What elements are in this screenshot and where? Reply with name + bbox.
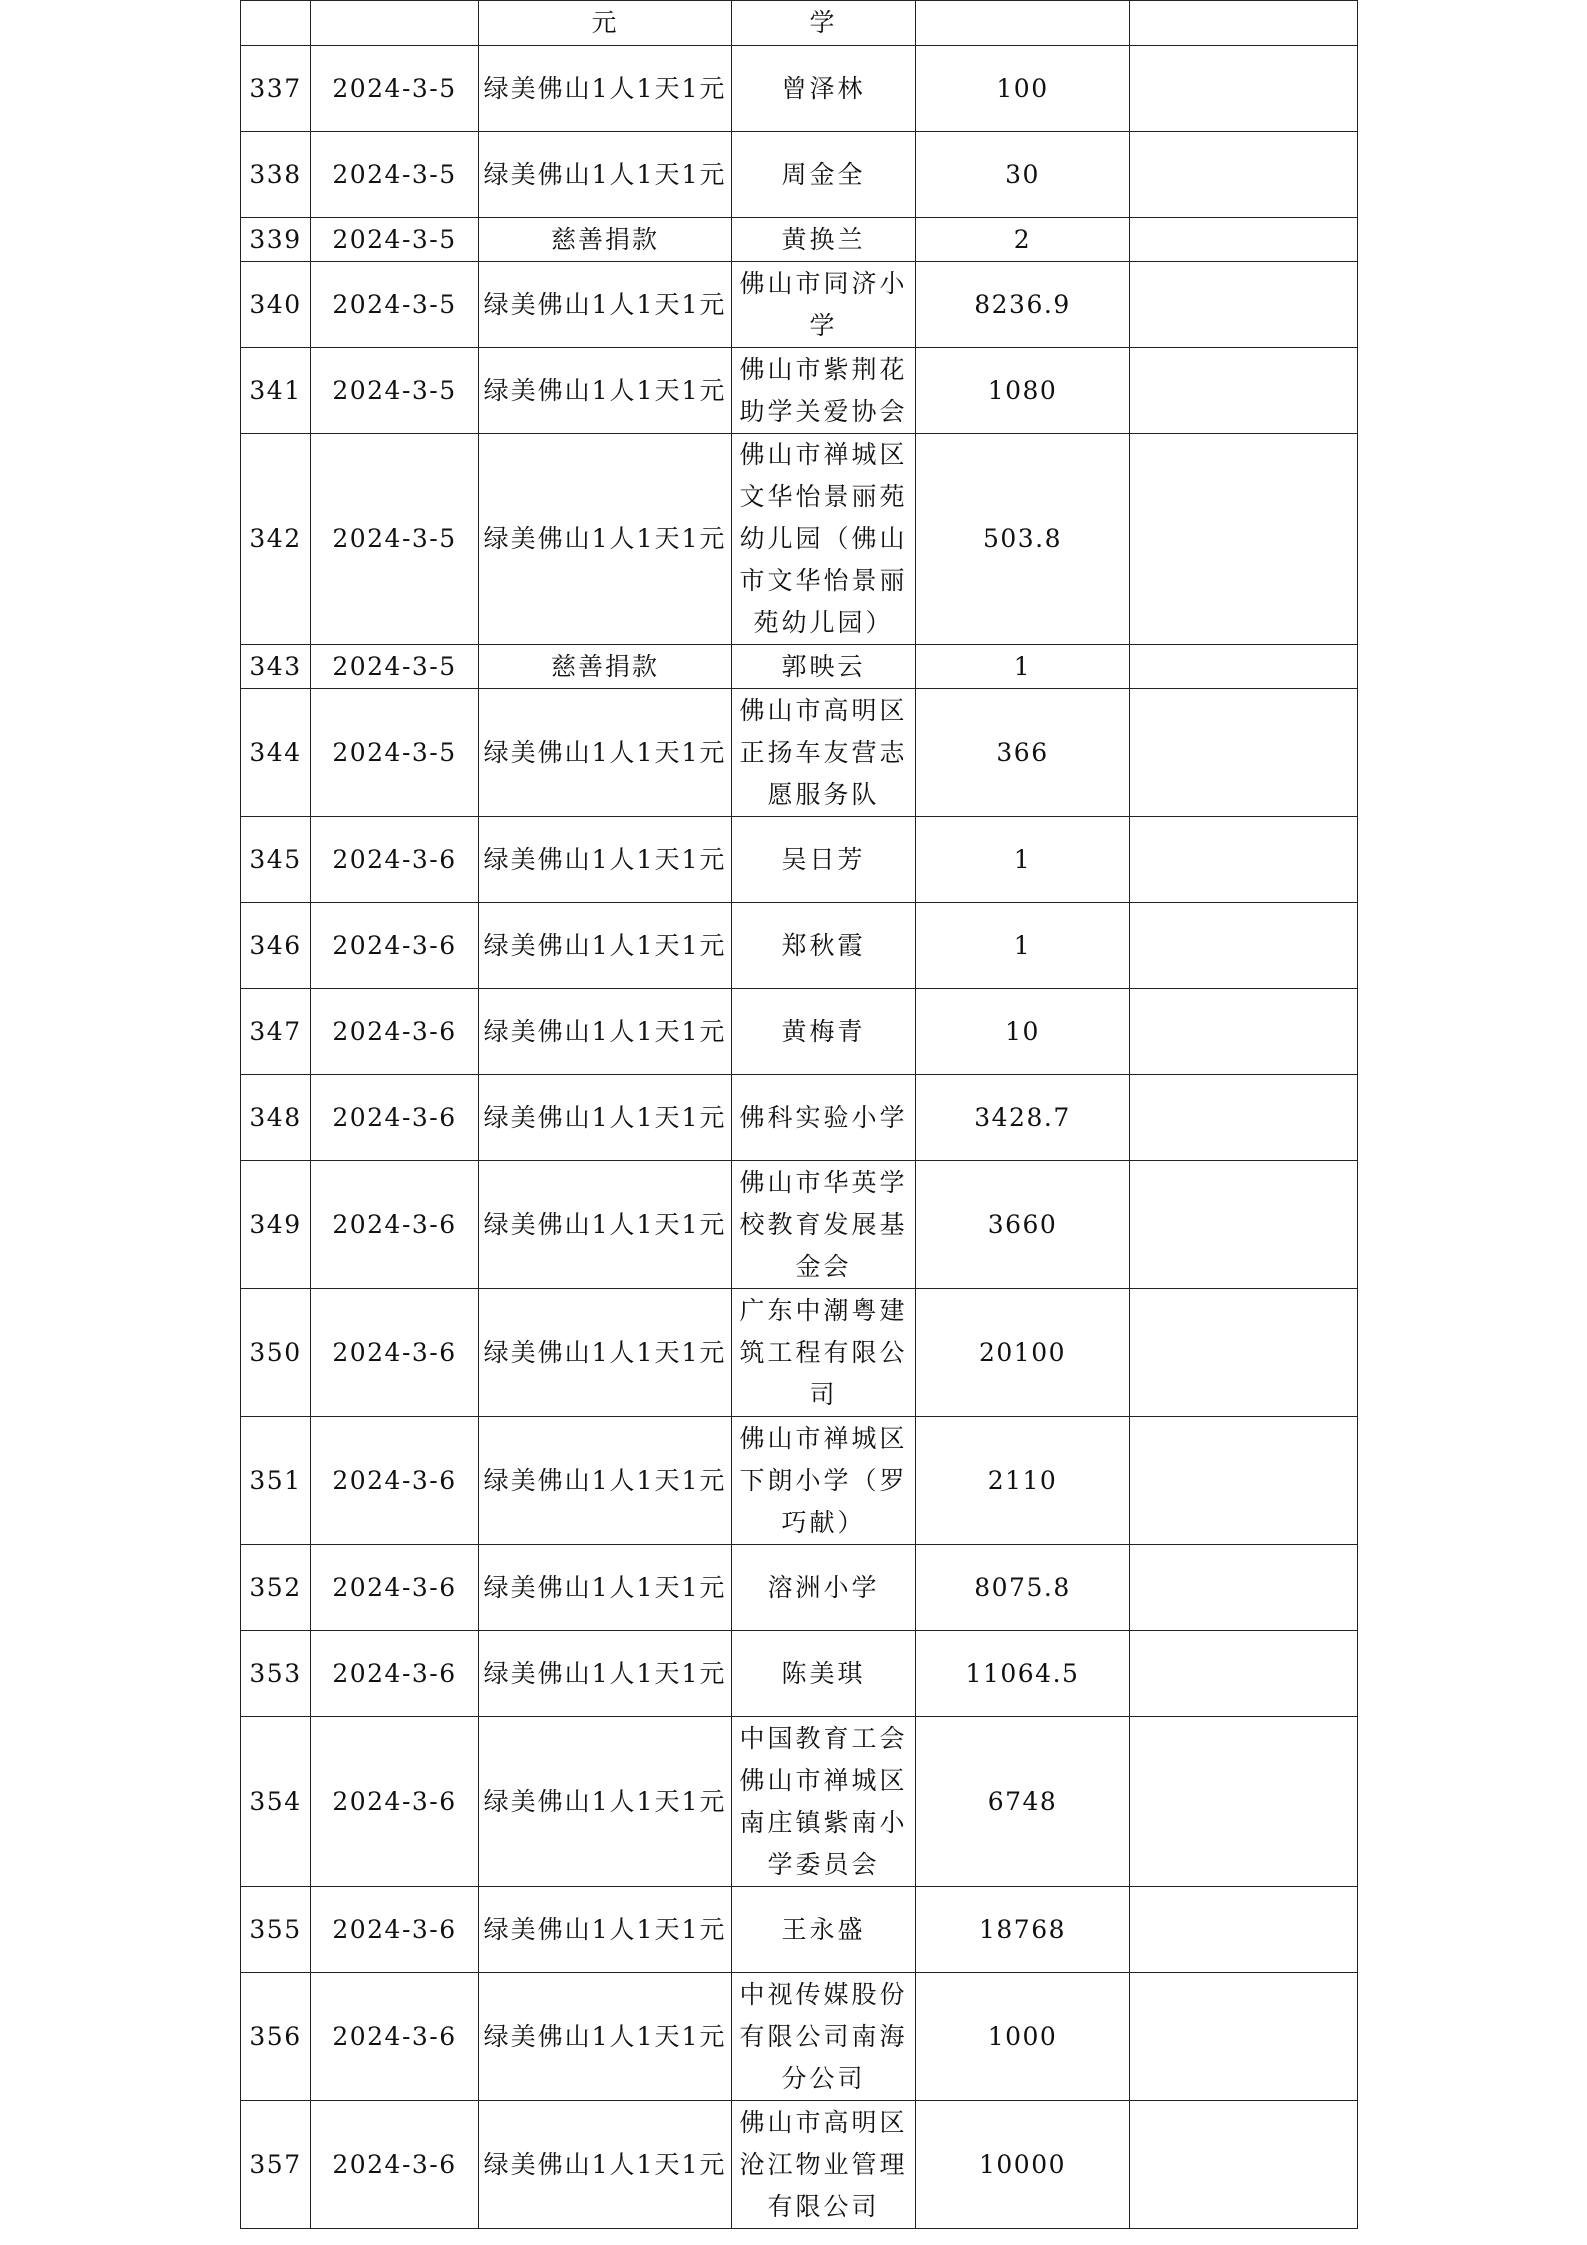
amount-cell: 503.8 xyxy=(916,434,1130,645)
date-cell: 2024-3-5 xyxy=(311,689,479,817)
table-row xyxy=(241,132,1358,218)
table-row xyxy=(241,46,1358,132)
donation-type-cell: 绿美佛山1人1天1元 xyxy=(479,1631,732,1717)
serial-cell: 346 xyxy=(241,903,311,989)
donation-table-body xyxy=(241,1,1358,2229)
donation-type-cell: 绿美佛山1人1天1元 xyxy=(479,1717,732,1887)
donor-cell: 佛科实验小学 xyxy=(732,1075,916,1161)
donation-type-cell: 绿美佛山1人1天1元 xyxy=(479,1417,732,1545)
donation-type-cell: 绿美佛山1人1天1元 xyxy=(479,1161,732,1289)
serial-cell xyxy=(241,1,311,46)
date-cell xyxy=(311,1,479,46)
note-cell xyxy=(1130,989,1358,1075)
serial-cell: 344 xyxy=(241,689,311,817)
donor-cell: 黄换兰 xyxy=(732,218,916,262)
serial-cell: 351 xyxy=(241,1417,311,1545)
donor-cell: 学 xyxy=(732,1,916,46)
donation-type-cell: 绿美佛山1人1天1元 xyxy=(479,903,732,989)
donation-type-cell: 绿美佛山1人1天1元 xyxy=(479,348,732,434)
amount-cell: 3660 xyxy=(916,1161,1130,1289)
amount-cell: 1080 xyxy=(916,348,1130,434)
donation-type-cell: 绿美佛山1人1天1元 xyxy=(479,817,732,903)
date-cell: 2024-3-5 xyxy=(311,132,479,218)
note-cell xyxy=(1130,1289,1358,1417)
donation-type-cell: 绿美佛山1人1天1元 xyxy=(479,1887,732,1973)
donation-type-cell: 绿美佛山1人1天1元 xyxy=(479,1545,732,1631)
donor-cell: 郭映云 xyxy=(732,645,916,689)
amount-cell: 2 xyxy=(916,218,1130,262)
amount-cell: 366 xyxy=(916,689,1130,817)
note-cell xyxy=(1130,1075,1358,1161)
amount-cell: 2110 xyxy=(916,1417,1130,1545)
table-row xyxy=(241,348,1358,434)
date-cell: 2024-3-6 xyxy=(311,1717,479,1887)
note-cell xyxy=(1130,132,1358,218)
donation-type-cell: 绿美佛山1人1天1元 xyxy=(479,689,732,817)
donor-cell: 佛山市高明区正扬车友营志愿服务队 xyxy=(732,689,916,817)
serial-cell: 341 xyxy=(241,348,311,434)
donor-cell: 陈美琪 xyxy=(732,1631,916,1717)
amount-cell: 8236.9 xyxy=(916,262,1130,348)
table-row xyxy=(241,434,1358,645)
donation-type-cell: 绿美佛山1人1天1元 xyxy=(479,262,732,348)
amount-cell: 1 xyxy=(916,645,1130,689)
date-cell: 2024-3-5 xyxy=(311,262,479,348)
serial-cell: 347 xyxy=(241,989,311,1075)
table-row xyxy=(241,645,1358,689)
donor-cell: 佛山市紫荆花助学关爱协会 xyxy=(732,348,916,434)
donation-type-cell: 绿美佛山1人1天1元 xyxy=(479,132,732,218)
date-cell: 2024-3-6 xyxy=(311,1631,479,1717)
donor-cell: 中视传媒股份有限公司南海分公司 xyxy=(732,1973,916,2101)
donation-type-cell: 慈善捐款 xyxy=(479,645,732,689)
note-cell xyxy=(1130,434,1358,645)
donor-cell: 吴日芳 xyxy=(732,817,916,903)
note-cell xyxy=(1130,1631,1358,1717)
amount-cell: 10000 xyxy=(916,2101,1130,2229)
date-cell: 2024-3-6 xyxy=(311,2101,479,2229)
donor-cell: 佛山市华英学校教育发展基金会 xyxy=(732,1161,916,1289)
date-cell: 2024-3-6 xyxy=(311,1887,479,1973)
note-cell xyxy=(1130,2101,1358,2229)
serial-cell: 353 xyxy=(241,1631,311,1717)
amount-cell: 1 xyxy=(916,903,1130,989)
donation-type-cell: 绿美佛山1人1天1元 xyxy=(479,2101,732,2229)
amount-cell: 100 xyxy=(916,46,1130,132)
note-cell xyxy=(1130,1717,1358,1887)
date-cell: 2024-3-5 xyxy=(311,218,479,262)
note-cell xyxy=(1130,903,1358,989)
table-row xyxy=(241,817,1358,903)
date-cell: 2024-3-5 xyxy=(311,46,479,132)
amount-cell: 11064.5 xyxy=(916,1631,1130,1717)
donation-table xyxy=(240,0,1358,2229)
table-row xyxy=(241,1717,1358,1887)
serial-cell: 355 xyxy=(241,1887,311,1973)
note-cell xyxy=(1130,348,1358,434)
date-cell: 2024-3-6 xyxy=(311,817,479,903)
donor-cell: 曾泽林 xyxy=(732,46,916,132)
donor-cell: 中国教育工会佛山市禅城区南庄镇紫南小学委员会 xyxy=(732,1717,916,1887)
continuation-row xyxy=(241,1,1358,46)
note-cell xyxy=(1130,817,1358,903)
donation-type-cell: 绿美佛山1人1天1元 xyxy=(479,1973,732,2101)
donor-cell: 溶洲小学 xyxy=(732,1545,916,1631)
donor-cell: 佛山市同济小学 xyxy=(732,262,916,348)
note-cell xyxy=(1130,262,1358,348)
amount-cell: 1000 xyxy=(916,1973,1130,2101)
serial-cell: 350 xyxy=(241,1289,311,1417)
donor-cell: 佛山市禅城区文华怡景丽苑幼儿园（佛山市文华怡景丽苑幼儿园） xyxy=(732,434,916,645)
date-cell: 2024-3-6 xyxy=(311,1545,479,1631)
amount-cell: 18768 xyxy=(916,1887,1130,1973)
table-row xyxy=(241,1545,1358,1631)
date-cell: 2024-3-6 xyxy=(311,989,479,1075)
serial-cell: 337 xyxy=(241,46,311,132)
table-row xyxy=(241,1973,1358,2101)
note-cell xyxy=(1130,1,1358,46)
serial-cell: 354 xyxy=(241,1717,311,1887)
serial-cell: 352 xyxy=(241,1545,311,1631)
date-cell: 2024-3-6 xyxy=(311,1161,479,1289)
note-cell xyxy=(1130,1417,1358,1545)
note-cell xyxy=(1130,1887,1358,1973)
date-cell: 2024-3-5 xyxy=(311,348,479,434)
table-row xyxy=(241,1417,1358,1545)
table-row xyxy=(241,1289,1358,1417)
note-cell xyxy=(1130,218,1358,262)
serial-cell: 348 xyxy=(241,1075,311,1161)
donor-cell: 佛山市高明区沧江物业管理有限公司 xyxy=(732,2101,916,2229)
amount-cell xyxy=(916,1,1130,46)
table-row xyxy=(241,1887,1358,1973)
note-cell xyxy=(1130,1161,1358,1289)
date-cell: 2024-3-6 xyxy=(311,903,479,989)
table-row xyxy=(241,689,1358,817)
note-cell xyxy=(1130,1545,1358,1631)
donor-cell: 王永盛 xyxy=(732,1887,916,1973)
table-row xyxy=(241,2101,1358,2229)
date-cell: 2024-3-6 xyxy=(311,1075,479,1161)
serial-cell: 342 xyxy=(241,434,311,645)
table-row xyxy=(241,1161,1358,1289)
serial-cell: 356 xyxy=(241,1973,311,2101)
note-cell xyxy=(1130,645,1358,689)
serial-cell: 338 xyxy=(241,132,311,218)
amount-cell: 10 xyxy=(916,989,1130,1075)
donor-cell: 郑秋霞 xyxy=(732,903,916,989)
date-cell: 2024-3-5 xyxy=(311,434,479,645)
donor-cell: 黄梅青 xyxy=(732,989,916,1075)
serial-cell: 345 xyxy=(241,817,311,903)
note-cell xyxy=(1130,1973,1358,2101)
donor-cell: 广东中潮粤建筑工程有限公司 xyxy=(732,1289,916,1417)
amount-cell: 6748 xyxy=(916,1717,1130,1887)
note-cell xyxy=(1130,46,1358,132)
table-row xyxy=(241,262,1358,348)
donation-type-cell: 绿美佛山1人1天1元 xyxy=(479,989,732,1075)
amount-cell: 3428.7 xyxy=(916,1075,1130,1161)
donation-type-cell: 绿美佛山1人1天1元 xyxy=(479,434,732,645)
amount-cell: 30 xyxy=(916,132,1130,218)
table-row xyxy=(241,903,1358,989)
date-cell: 2024-3-6 xyxy=(311,1289,479,1417)
serial-cell: 343 xyxy=(241,645,311,689)
table-row xyxy=(241,1075,1358,1161)
table-row xyxy=(241,989,1358,1075)
donor-cell: 周金全 xyxy=(732,132,916,218)
date-cell: 2024-3-6 xyxy=(311,1417,479,1545)
serial-cell: 340 xyxy=(241,262,311,348)
date-cell: 2024-3-5 xyxy=(311,645,479,689)
amount-cell: 20100 xyxy=(916,1289,1130,1417)
note-cell xyxy=(1130,689,1358,817)
donation-type-cell: 元 xyxy=(479,1,732,46)
date-cell: 2024-3-6 xyxy=(311,1973,479,2101)
donation-type-cell: 绿美佛山1人1天1元 xyxy=(479,46,732,132)
donation-type-cell: 绿美佛山1人1天1元 xyxy=(479,1075,732,1161)
amount-cell: 8075.8 xyxy=(916,1545,1130,1631)
donation-type-cell: 绿美佛山1人1天1元 xyxy=(479,1289,732,1417)
donor-cell: 佛山市禅城区下朗小学（罗巧献） xyxy=(732,1417,916,1545)
serial-cell: 349 xyxy=(241,1161,311,1289)
serial-cell: 357 xyxy=(241,2101,311,2229)
table-row xyxy=(241,218,1358,262)
serial-cell: 339 xyxy=(241,218,311,262)
amount-cell: 1 xyxy=(916,817,1130,903)
donation-type-cell: 慈善捐款 xyxy=(479,218,732,262)
table-row xyxy=(241,1631,1358,1717)
